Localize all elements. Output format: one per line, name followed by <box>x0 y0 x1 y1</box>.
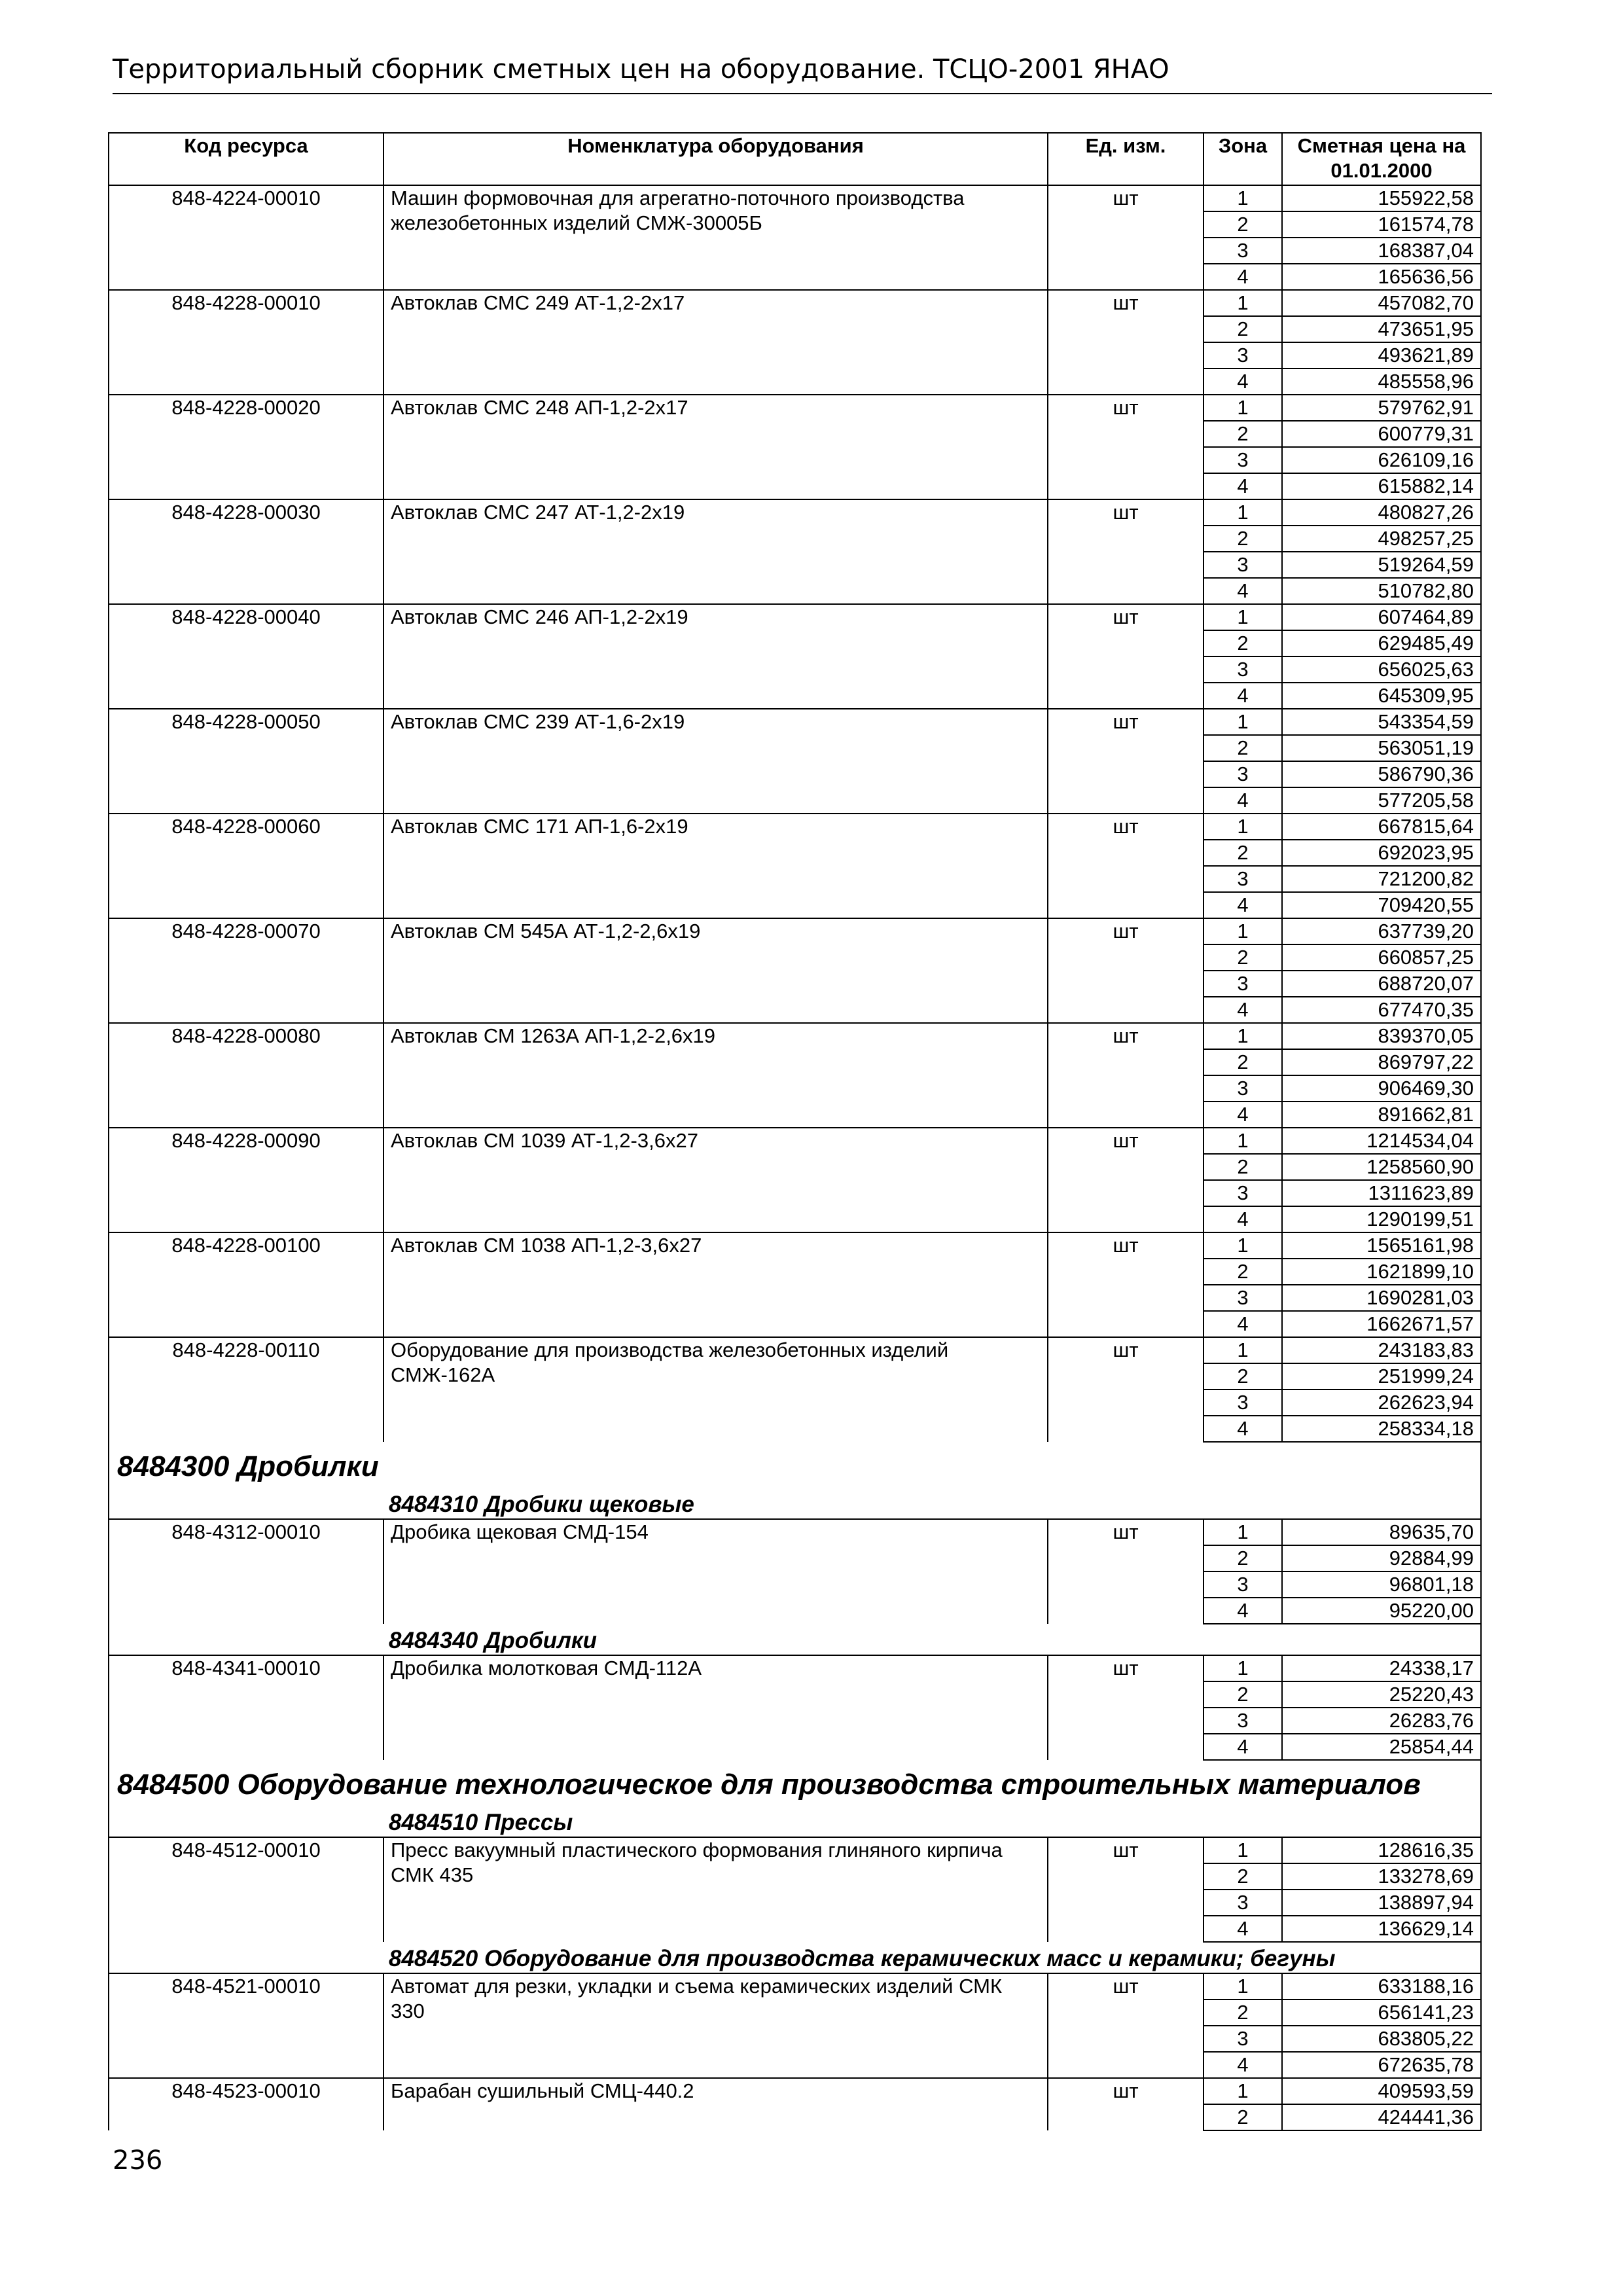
table-row <box>109 1519 1481 1545</box>
resource-code: 848-4228-00110 <box>109 1337 383 1442</box>
price-cell: 24338,17 <box>1282 1655 1481 1681</box>
equipment-name: Дробика щековая СМД-154 <box>383 1519 1048 1624</box>
zone-cell: 3 <box>1204 1890 1282 1916</box>
price-cell: 155922,58 <box>1282 185 1481 211</box>
subsection-header-row <box>109 1488 1481 1519</box>
zone-cell: 4 <box>1204 1102 1282 1128</box>
price-cell: 128616,35 <box>1282 1837 1481 1863</box>
zone-cell: 4 <box>1204 892 1282 918</box>
price-cell: 633188,16 <box>1282 1973 1481 2000</box>
price-cell: 409593,59 <box>1282 2078 1481 2104</box>
resource-code: 848-4228-00030 <box>109 499 383 604</box>
price-cell: 1621899,10 <box>1282 1259 1481 1285</box>
resource-code: 848-4512-00010 <box>109 1837 383 1942</box>
equipment-name: Автоклав СМС 248 АП-1,2-2х17 <box>383 395 1048 499</box>
unit-of-measure: шт <box>1048 814 1204 918</box>
subsection-cell <box>109 1624 1481 1655</box>
section-header-row <box>109 1442 1481 1488</box>
equipment-name: Оборудование для производства железобетонных изделий СМЖ-162А <box>383 1337 1048 1442</box>
price-cell: 96801,18 <box>1282 1571 1481 1598</box>
zone-cell: 3 <box>1204 656 1282 683</box>
zone-cell: 1 <box>1204 709 1282 735</box>
price-cell: 709420,55 <box>1282 892 1481 918</box>
column-header-price: Сметная цена на 01.01.2000 <box>1282 133 1481 185</box>
table-body <box>109 185 1481 2130</box>
header-divider <box>113 93 1492 94</box>
zone-cell: 1 <box>1204 918 1282 944</box>
zone-cell: 2 <box>1204 840 1282 866</box>
zone-cell: 3 <box>1204 342 1282 368</box>
price-cell: 869797,22 <box>1282 1049 1481 1075</box>
price-cell: 251999,24 <box>1282 1363 1481 1390</box>
section-title: 8484500 Оборудование технологическое для производства строительных материалов <box>109 1760 1481 1806</box>
zone-cell: 1 <box>1204 814 1282 840</box>
subsection-header-row <box>109 1624 1481 1655</box>
price-cell: 586790,36 <box>1282 761 1481 787</box>
price-cell: 165636,56 <box>1282 264 1481 290</box>
zone-cell: 3 <box>1204 2026 1282 2052</box>
price-cell: 692023,95 <box>1282 840 1481 866</box>
zone-cell: 2 <box>1204 1681 1282 1708</box>
zone-cell: 3 <box>1204 1285 1282 1311</box>
price-cell: 498257,25 <box>1282 526 1481 552</box>
price-cell: 138897,94 <box>1282 1890 1481 1916</box>
zone-cell: 4 <box>1204 787 1282 814</box>
table-row <box>109 1837 1481 1863</box>
zone-cell: 4 <box>1204 368 1282 395</box>
zone-cell: 1 <box>1204 1023 1282 1049</box>
zone-cell: 1 <box>1204 1655 1282 1681</box>
resource-code: 848-4228-00040 <box>109 604 383 709</box>
zone-cell: 4 <box>1204 1416 1282 1442</box>
subsection-title: 8484520 Оборудование для производства керамических масс и керамики; бегуны <box>389 1946 1336 1971</box>
unit-of-measure: шт <box>1048 290 1204 395</box>
zone-cell: 1 <box>1204 395 1282 421</box>
section-header-row <box>109 1760 1481 1806</box>
resource-code: 848-4228-00020 <box>109 395 383 499</box>
price-cell: 262623,94 <box>1282 1390 1481 1416</box>
zone-cell: 2 <box>1204 1363 1282 1390</box>
price-cell: 672635,78 <box>1282 2052 1481 2078</box>
equipment-name: Автомат для резки, укладки и съема керамических изделий СМК 330 <box>383 1973 1048 2078</box>
price-cell: 519264,59 <box>1282 552 1481 578</box>
price-cell: 1258560,90 <box>1282 1154 1481 1180</box>
equipment-name: Пресс вакуумный пластического формования глиняного кирпича СМК 435 <box>383 1837 1048 1942</box>
price-cell: 563051,19 <box>1282 735 1481 761</box>
subsection-cell <box>109 1942 1481 1973</box>
subsection-title: 8484310 Дробики щековые <box>389 1492 694 1517</box>
zone-cell: 4 <box>1204 264 1282 290</box>
zone-cell: 4 <box>1204 997 1282 1023</box>
zone-cell: 4 <box>1204 683 1282 709</box>
price-cell: 1662671,57 <box>1282 1311 1481 1337</box>
zone-cell: 1 <box>1204 1519 1282 1545</box>
subsection-header-row <box>109 1942 1481 1973</box>
table-row <box>109 604 1481 630</box>
zone-cell: 4 <box>1204 1206 1282 1232</box>
resource-code: 848-4228-00090 <box>109 1128 383 1232</box>
equipment-name: Машин формовочная для агрегатно-поточного производства железобетонных изделий СМЖ-30005Б <box>383 185 1048 290</box>
zone-cell: 2 <box>1204 735 1282 761</box>
zone-cell: 2 <box>1204 1863 1282 1890</box>
price-cell: 626109,16 <box>1282 447 1481 473</box>
table-row <box>109 1232 1481 1259</box>
price-cell: 577205,58 <box>1282 787 1481 814</box>
price-cell: 133278,69 <box>1282 1863 1481 1890</box>
equipment-name: Дробилка молотковая СМД-112А <box>383 1655 1048 1760</box>
table-row <box>109 918 1481 944</box>
price-cell: 168387,04 <box>1282 238 1481 264</box>
unit-of-measure: шт <box>1048 604 1204 709</box>
zone-cell: 3 <box>1204 238 1282 264</box>
unit-of-measure: шт <box>1048 1519 1204 1624</box>
resource-code: 848-4341-00010 <box>109 1655 383 1760</box>
price-cell: 1290199,51 <box>1282 1206 1481 1232</box>
price-cell: 906469,30 <box>1282 1075 1481 1102</box>
zone-cell: 2 <box>1204 2000 1282 2026</box>
price-cell: 543354,59 <box>1282 709 1481 735</box>
zone-cell: 1 <box>1204 1337 1282 1363</box>
price-cell: 600779,31 <box>1282 421 1481 447</box>
price-cell: 607464,89 <box>1282 604 1481 630</box>
page-header-title: Территориальный сборник сметных цен на оборудование. ТСЦО-2001 ЯНАО <box>113 54 1169 84</box>
zone-cell: 1 <box>1204 2078 1282 2104</box>
equipment-name: Автоклав СМС 246 АП-1,2-2х19 <box>383 604 1048 709</box>
subsection-title: 8484340 Дробилки <box>389 1628 597 1653</box>
zone-cell: 2 <box>1204 630 1282 656</box>
price-cell: 645309,95 <box>1282 683 1481 709</box>
equipment-name: Автоклав СМ 1263А АП-1,2-2,6х19 <box>383 1023 1048 1128</box>
table-row <box>109 1655 1481 1681</box>
zone-cell: 2 <box>1204 211 1282 238</box>
unit-of-measure: шт <box>1048 1337 1204 1442</box>
price-cell: 480827,26 <box>1282 499 1481 526</box>
equipment-name: Автоклав СМ 545А АТ-1,2-2,6х19 <box>383 918 1048 1023</box>
price-cell: 1214534,04 <box>1282 1128 1481 1154</box>
price-cell: 629485,49 <box>1282 630 1481 656</box>
table-row <box>109 814 1481 840</box>
resource-code: 848-4224-00010 <box>109 185 383 290</box>
table-row <box>109 1973 1481 2000</box>
zone-cell: 1 <box>1204 604 1282 630</box>
table-header <box>109 133 1481 185</box>
zone-cell: 4 <box>1204 1916 1282 1942</box>
unit-of-measure: шт <box>1048 918 1204 1023</box>
price-cell: 510782,80 <box>1282 578 1481 604</box>
price-cell: 161574,78 <box>1282 211 1481 238</box>
unit-of-measure: шт <box>1048 1837 1204 1942</box>
price-cell: 1690281,03 <box>1282 1285 1481 1311</box>
column-header-name: Номенклатура оборудования <box>383 133 1048 185</box>
zone-cell: 1 <box>1204 1973 1282 2000</box>
price-cell: 656025,63 <box>1282 656 1481 683</box>
equipment-name: Автоклав СМС 247 АТ-1,2-2х19 <box>383 499 1048 604</box>
subsection-header-row <box>109 1806 1481 1837</box>
price-cell: 473651,95 <box>1282 316 1481 342</box>
subsection-cell <box>109 1488 1481 1519</box>
column-header-zone: Зона <box>1204 133 1282 185</box>
price-cell: 457082,70 <box>1282 290 1481 316</box>
price-cell: 136629,14 <box>1282 1916 1481 1942</box>
price-cell: 26283,76 <box>1282 1708 1481 1734</box>
zone-cell: 1 <box>1204 499 1282 526</box>
zone-cell: 2 <box>1204 944 1282 971</box>
zone-cell: 2 <box>1204 1049 1282 1075</box>
unit-of-measure: шт <box>1048 185 1204 290</box>
price-cell: 688720,07 <box>1282 971 1481 997</box>
zone-cell: 1 <box>1204 185 1282 211</box>
zone-cell: 3 <box>1204 1180 1282 1206</box>
price-cell: 615882,14 <box>1282 473 1481 499</box>
zone-cell: 4 <box>1204 2052 1282 2078</box>
price-cell: 25854,44 <box>1282 1734 1481 1760</box>
zone-cell: 3 <box>1204 552 1282 578</box>
price-cell: 493621,89 <box>1282 342 1481 368</box>
subsection-cell <box>109 1806 1481 1837</box>
unit-of-measure: шт <box>1048 1973 1204 2078</box>
table-row <box>109 499 1481 526</box>
zone-cell: 2 <box>1204 1154 1282 1180</box>
price-cell: 667815,64 <box>1282 814 1481 840</box>
table-row <box>109 1128 1481 1154</box>
resource-code: 848-4228-00050 <box>109 709 383 814</box>
resource-code: 848-4228-00080 <box>109 1023 383 1128</box>
zone-cell: 3 <box>1204 1390 1282 1416</box>
zone-cell: 2 <box>1204 526 1282 552</box>
zone-cell: 4 <box>1204 1598 1282 1624</box>
subsection-title: 8484510 Прессы <box>389 1810 573 1835</box>
column-header-unit: Ед. изм. <box>1048 133 1204 185</box>
price-cell: 660857,25 <box>1282 944 1481 971</box>
price-cell: 424441,36 <box>1282 2104 1481 2130</box>
unit-of-measure: шт <box>1048 1655 1204 1760</box>
price-cell: 258334,18 <box>1282 1416 1481 1442</box>
zone-cell: 4 <box>1204 473 1282 499</box>
equipment-name: Автоклав СМ 1039 АТ-1,2-3,6х27 <box>383 1128 1048 1232</box>
section-title: 8484300 Дробилки <box>109 1442 1481 1488</box>
price-cell: 891662,81 <box>1282 1102 1481 1128</box>
price-cell: 683805,22 <box>1282 2026 1481 2052</box>
equipment-name: Автоклав СМС 249 АТ-1,2-2х17 <box>383 290 1048 395</box>
page-number: 236 <box>113 2145 163 2176</box>
equipment-name: Барабан сушильный СМЦ-440.2 <box>383 2078 1048 2130</box>
table-row <box>109 709 1481 735</box>
price-cell: 25220,43 <box>1282 1681 1481 1708</box>
zone-cell: 1 <box>1204 290 1282 316</box>
zone-cell: 2 <box>1204 316 1282 342</box>
zone-cell: 2 <box>1204 1259 1282 1285</box>
table-row <box>109 1337 1481 1363</box>
unit-of-measure: шт <box>1048 395 1204 499</box>
zone-cell: 2 <box>1204 1545 1282 1571</box>
price-cell: 656141,23 <box>1282 2000 1481 2026</box>
resource-code: 848-4228-00060 <box>109 814 383 918</box>
table-row <box>109 395 1481 421</box>
unit-of-measure: шт <box>1048 1023 1204 1128</box>
zone-cell: 2 <box>1204 421 1282 447</box>
resource-code: 848-4228-00010 <box>109 290 383 395</box>
zone-cell: 3 <box>1204 447 1282 473</box>
price-cell: 637739,20 <box>1282 918 1481 944</box>
price-cell: 485558,96 <box>1282 368 1481 395</box>
resource-code: 848-4523-00010 <box>109 2078 383 2130</box>
unit-of-measure: шт <box>1048 2078 1204 2130</box>
price-cell: 243183,83 <box>1282 1337 1481 1363</box>
column-header-code: Код ресурса <box>109 133 383 185</box>
zone-cell: 1 <box>1204 1128 1282 1154</box>
equipment-name: Автоклав СМС 171 АП-1,6-2х19 <box>383 814 1048 918</box>
zone-cell: 3 <box>1204 1571 1282 1598</box>
zone-cell: 2 <box>1204 2104 1282 2130</box>
zone-cell: 4 <box>1204 1734 1282 1760</box>
unit-of-measure: шт <box>1048 499 1204 604</box>
price-cell: 677470,35 <box>1282 997 1481 1023</box>
price-table <box>108 132 1482 2131</box>
price-cell: 92884,99 <box>1282 1545 1481 1571</box>
price-cell: 1311623,89 <box>1282 1180 1481 1206</box>
equipment-name: Автоклав СМ 1038 АП-1,2-3,6х27 <box>383 1232 1048 1337</box>
price-cell: 579762,91 <box>1282 395 1481 421</box>
zone-cell: 3 <box>1204 971 1282 997</box>
unit-of-measure: шт <box>1048 1232 1204 1337</box>
equipment-name: Автоклав СМС 239 АТ-1,6-2х19 <box>383 709 1048 814</box>
resource-code: 848-4521-00010 <box>109 1973 383 2078</box>
price-cell: 89635,70 <box>1282 1519 1481 1545</box>
zone-cell: 4 <box>1204 578 1282 604</box>
resource-code: 848-4228-00070 <box>109 918 383 1023</box>
zone-cell: 4 <box>1204 1311 1282 1337</box>
table-row <box>109 1023 1481 1049</box>
zone-cell: 1 <box>1204 1837 1282 1863</box>
zone-cell: 1 <box>1204 1232 1282 1259</box>
zone-cell: 3 <box>1204 1708 1282 1734</box>
table-row <box>109 2078 1481 2104</box>
price-cell: 721200,82 <box>1282 866 1481 892</box>
price-cell: 1565161,98 <box>1282 1232 1481 1259</box>
price-cell: 95220,00 <box>1282 1598 1481 1624</box>
resource-code: 848-4228-00100 <box>109 1232 383 1337</box>
table-row <box>109 290 1481 316</box>
price-cell: 839370,05 <box>1282 1023 1481 1049</box>
zone-cell: 3 <box>1204 866 1282 892</box>
zone-cell: 3 <box>1204 1075 1282 1102</box>
unit-of-measure: шт <box>1048 1128 1204 1232</box>
zone-cell: 3 <box>1204 761 1282 787</box>
table-row <box>109 185 1481 211</box>
unit-of-measure: шт <box>1048 709 1204 814</box>
resource-code: 848-4312-00010 <box>109 1519 383 1624</box>
